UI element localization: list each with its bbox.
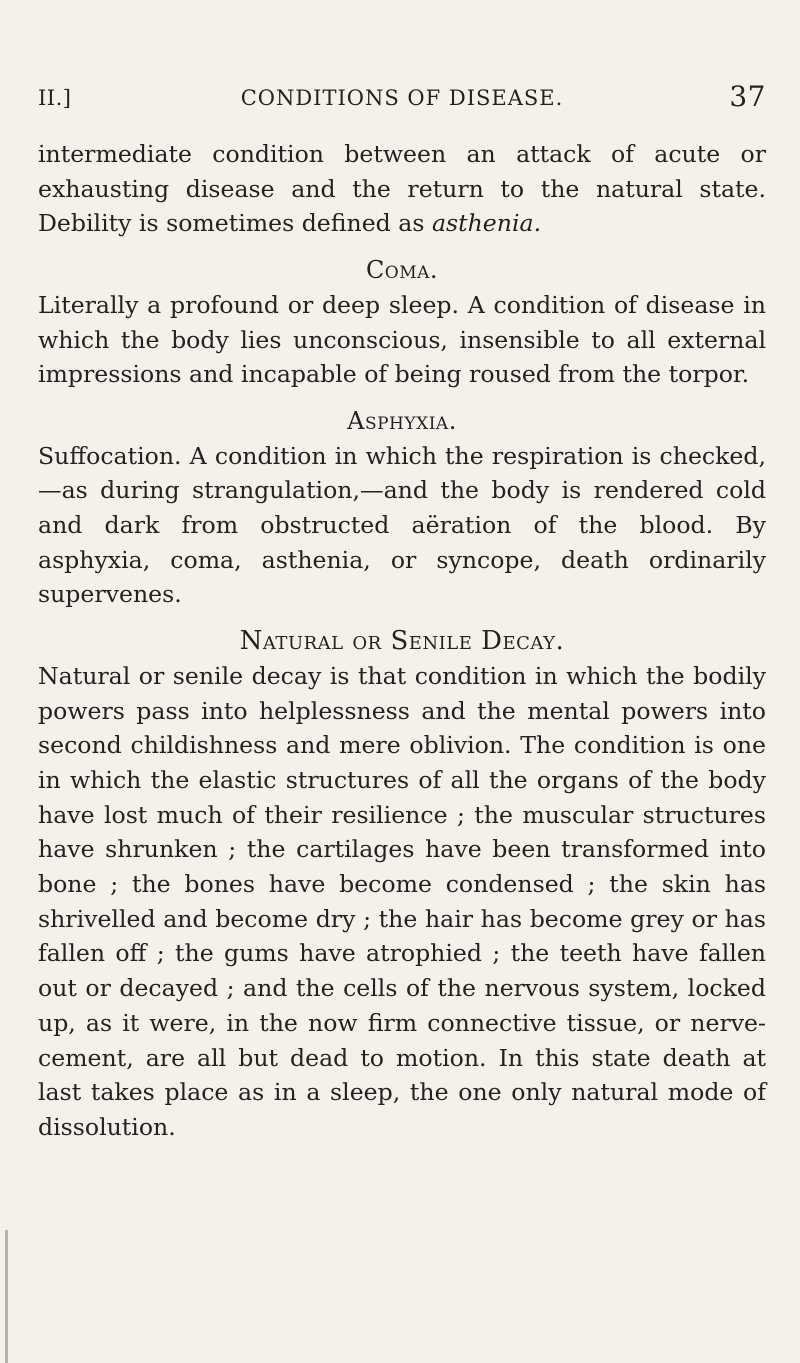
- decay-paragraph: Natural or senile decay is that condition in which the bodily powers pass into helplessness and the mental powers into second childishness and mere oblivion. The condition is one in which the elastic structures of all the organs of the body have lost much of their resilience ; the muscular structures have shrunken ; the cartilages have been transformed into bone ; the bones have become condensed ; the skin has shrivelled and become dry ; the hair has become grey or has fallen off ; the gums have atrophied ; the teeth have fallen out or decayed ; and the cells of the nervous system, locked up, as it were, in the now firm connective tissue, or nerve-cement, are all but dead to motion. In this state death at last takes place as in a sleep, the one only natural mode of dissolution.: [38, 661, 766, 1141]
- section-heading-asphyxia: Asphyxia.: [347, 406, 457, 435]
- text-block: [38, 137, 766, 1145]
- coma-paragraph: Literally a profound or deep sleep. A condition of disease in which the body lies unconscious, insensible to all external impressions and incapable of being roused from the torpor.: [38, 290, 766, 389]
- asphyxia-paragraph: Suffocation. A condition in which the respiration is checked,—as during strangulation,—and the body is rendered cold and dark from obstructed aëration of the blood. By asphyxia, coma, asthenia, or syncope, death ordinarily supervenes.: [38, 441, 766, 609]
- section-heading-coma: Coma.: [365, 256, 439, 285]
- page-number: 37: [729, 80, 766, 113]
- intro-text: intermediate condition between an attack of acute or exhausting disease and the return to the natural state. Debility is sometimes defined as: [38, 140, 766, 238]
- chapter-marker: II.]: [38, 86, 72, 110]
- page-edge-shadow: [5, 1230, 8, 1363]
- intro-paragraph: [38, 137, 766, 241]
- intro-emphasis: asthenia.: [431, 209, 542, 238]
- running-head: [38, 80, 766, 116]
- running-title: CONDITIONS OF DISEASE.: [240, 86, 564, 110]
- section-heading-decay: Natural or Senile Decay.: [239, 626, 565, 657]
